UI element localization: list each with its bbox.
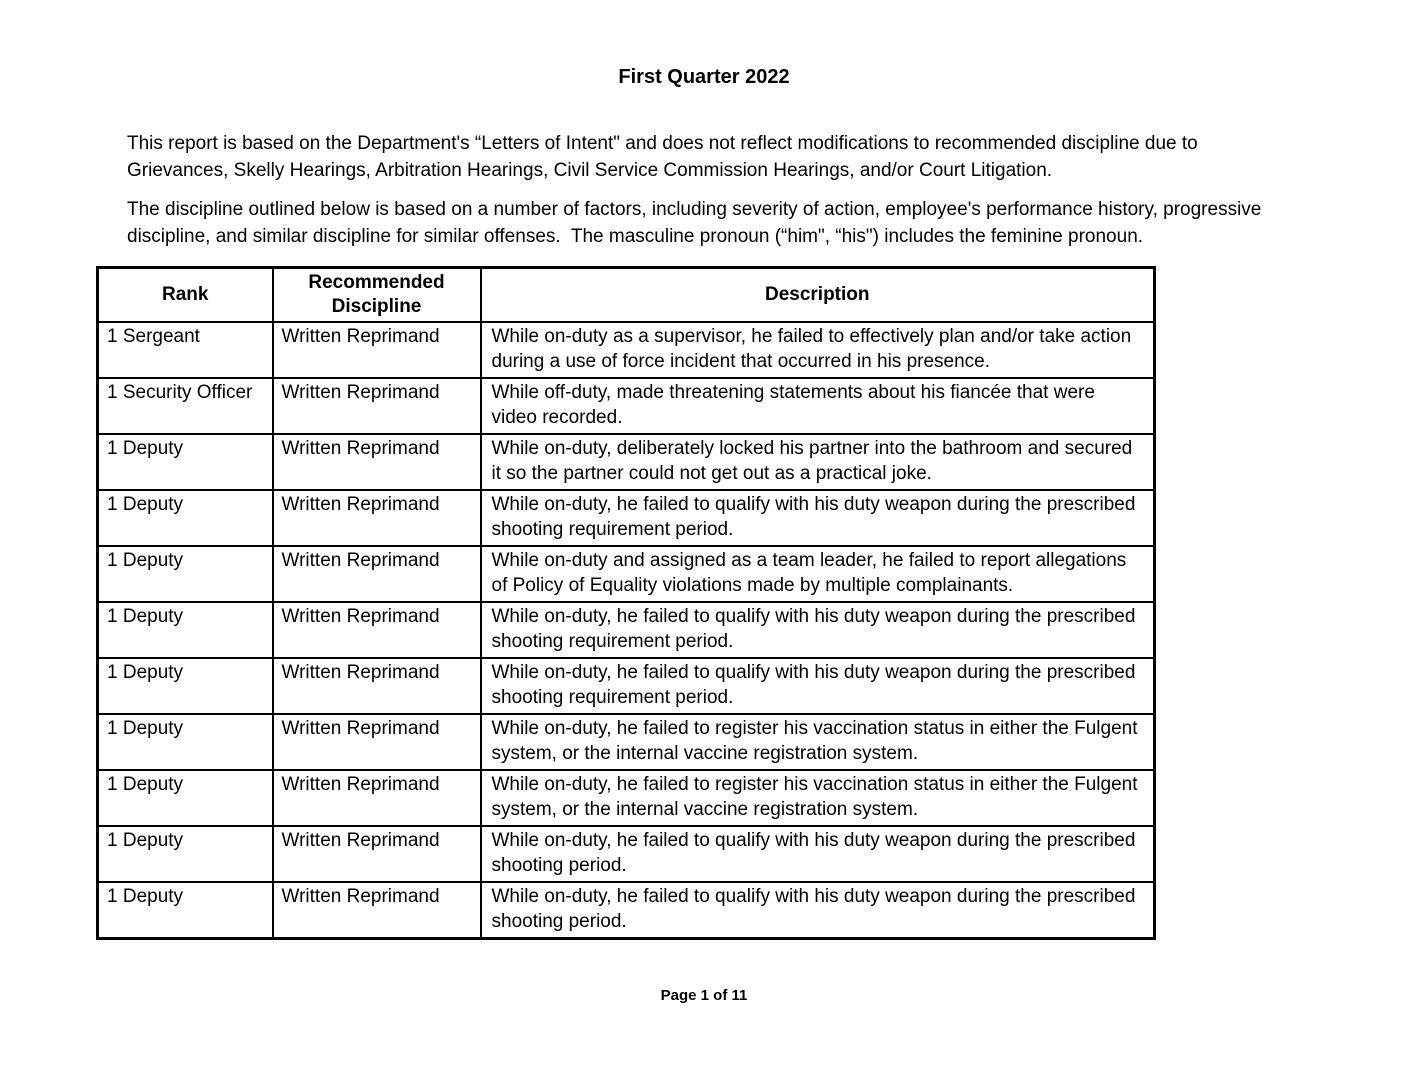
description-cell: While on-duty, he failed to register his vaccination status in either the Fulgent system, or the internal vaccine registration system. bbox=[481, 770, 1155, 826]
table-row bbox=[98, 714, 1155, 770]
rank-cell: 1 Deputy bbox=[98, 770, 273, 826]
page-title: First Quarter 2022 bbox=[618, 66, 790, 88]
description-cell: While on-duty, he failed to qualify with his duty weapon during the prescribed shooting requirement period. bbox=[481, 490, 1155, 546]
description-cell: While on-duty, he failed to register his vaccination status in either the Fulgent system, or the internal vaccine registration system. bbox=[481, 714, 1155, 770]
discipline-cell: Written Reprimand bbox=[273, 434, 481, 490]
discipline-cell: Written Reprimand bbox=[273, 658, 481, 714]
rank-cell: 1 Deputy bbox=[98, 882, 273, 939]
description-cell: While on-duty, he failed to qualify with his duty weapon during the prescribed shooting requirement period. bbox=[481, 602, 1155, 658]
discipline-cell: Written Reprimand bbox=[273, 490, 481, 546]
rank-cell: 1 Deputy bbox=[98, 714, 273, 770]
discipline-cell: Written Reprimand bbox=[273, 826, 481, 882]
rank-cell: 1 Sergeant bbox=[98, 322, 273, 378]
description-cell: While on-duty, he failed to qualify with his duty weapon during the prescribed shooting period. bbox=[481, 882, 1155, 939]
description-column-header: Description bbox=[481, 268, 1155, 323]
intro-paragraph-2: The discipline outlined below is based on a number of factors, including severity of action, employee's performance history, progressive discipline, and similar discipline for similar offenses. The masculine pronoun (“him", “his") includes the feminine pronoun. bbox=[127, 199, 1267, 247]
header-row bbox=[98, 268, 1155, 323]
intro-paragraph-1: This report is based on the Department's “Letters of Intent" and does not reflect modifications to recommended discipline due to Grievances, Skelly Hearings, Arbitration Hearings, Civil Service Commission Hearings, and/or Court Litigation. bbox=[127, 133, 1204, 181]
discipline-cell: Written Reprimand bbox=[273, 378, 481, 434]
rank-cell: 1 Security Officer bbox=[98, 378, 273, 434]
rank-cell: 1 Deputy bbox=[98, 658, 273, 714]
intro-section bbox=[127, 130, 1267, 250]
table-row bbox=[98, 770, 1155, 826]
table-row bbox=[98, 434, 1155, 490]
discipline-cell: Written Reprimand bbox=[273, 882, 481, 939]
discipline-table-header bbox=[98, 268, 1155, 323]
table-row bbox=[98, 882, 1155, 939]
rank-cell: 1 Deputy bbox=[98, 826, 273, 882]
page-number: Page 1 of 11 bbox=[660, 987, 748, 1004]
description-cell: While on-duty and assigned as a team leader, he failed to report allegations of Policy of Equality violations made by multiple complainants. bbox=[481, 546, 1155, 602]
description-cell: While on-duty, he failed to qualify with his duty weapon during the prescribed shooting requirement period. bbox=[481, 658, 1155, 714]
rank-cell: 1 Deputy bbox=[98, 490, 273, 546]
description-cell: While on-duty, deliberately locked his partner into the bathroom and secured it so the partner could not get out as a practical joke. bbox=[481, 434, 1155, 490]
table-row bbox=[98, 602, 1155, 658]
table-row bbox=[98, 546, 1155, 602]
discipline-cell: Written Reprimand bbox=[273, 770, 481, 826]
description-cell: While off-duty, made threatening statements about his fiancée that were video recorded. bbox=[481, 378, 1155, 434]
rank-cell: 1 Deputy bbox=[98, 434, 273, 490]
table-row bbox=[98, 490, 1155, 546]
description-cell: While on-duty as a supervisor, he failed to effectively plan and/or take action during a use of force incident that occurred in his presence. bbox=[481, 322, 1155, 378]
discipline-cell: Written Reprimand bbox=[273, 322, 481, 378]
description-cell: While on-duty, he failed to qualify with his duty weapon during the prescribed shooting period. bbox=[481, 826, 1155, 882]
rank-cell: 1 Deputy bbox=[98, 602, 273, 658]
discipline-cell: Written Reprimand bbox=[273, 602, 481, 658]
rank-column-header: Rank bbox=[98, 268, 273, 323]
discipline-table-body bbox=[98, 322, 1155, 939]
table-row bbox=[98, 658, 1155, 714]
recommended-discipline-column-header: Recommended Discipline bbox=[273, 268, 481, 323]
discipline-table bbox=[96, 266, 1156, 940]
table-row bbox=[98, 378, 1155, 434]
discipline-cell: Written Reprimand bbox=[273, 714, 481, 770]
table-row bbox=[98, 322, 1155, 378]
rank-cell: 1 Deputy bbox=[98, 546, 273, 602]
discipline-cell: Written Reprimand bbox=[273, 546, 481, 602]
table-row bbox=[98, 826, 1155, 882]
